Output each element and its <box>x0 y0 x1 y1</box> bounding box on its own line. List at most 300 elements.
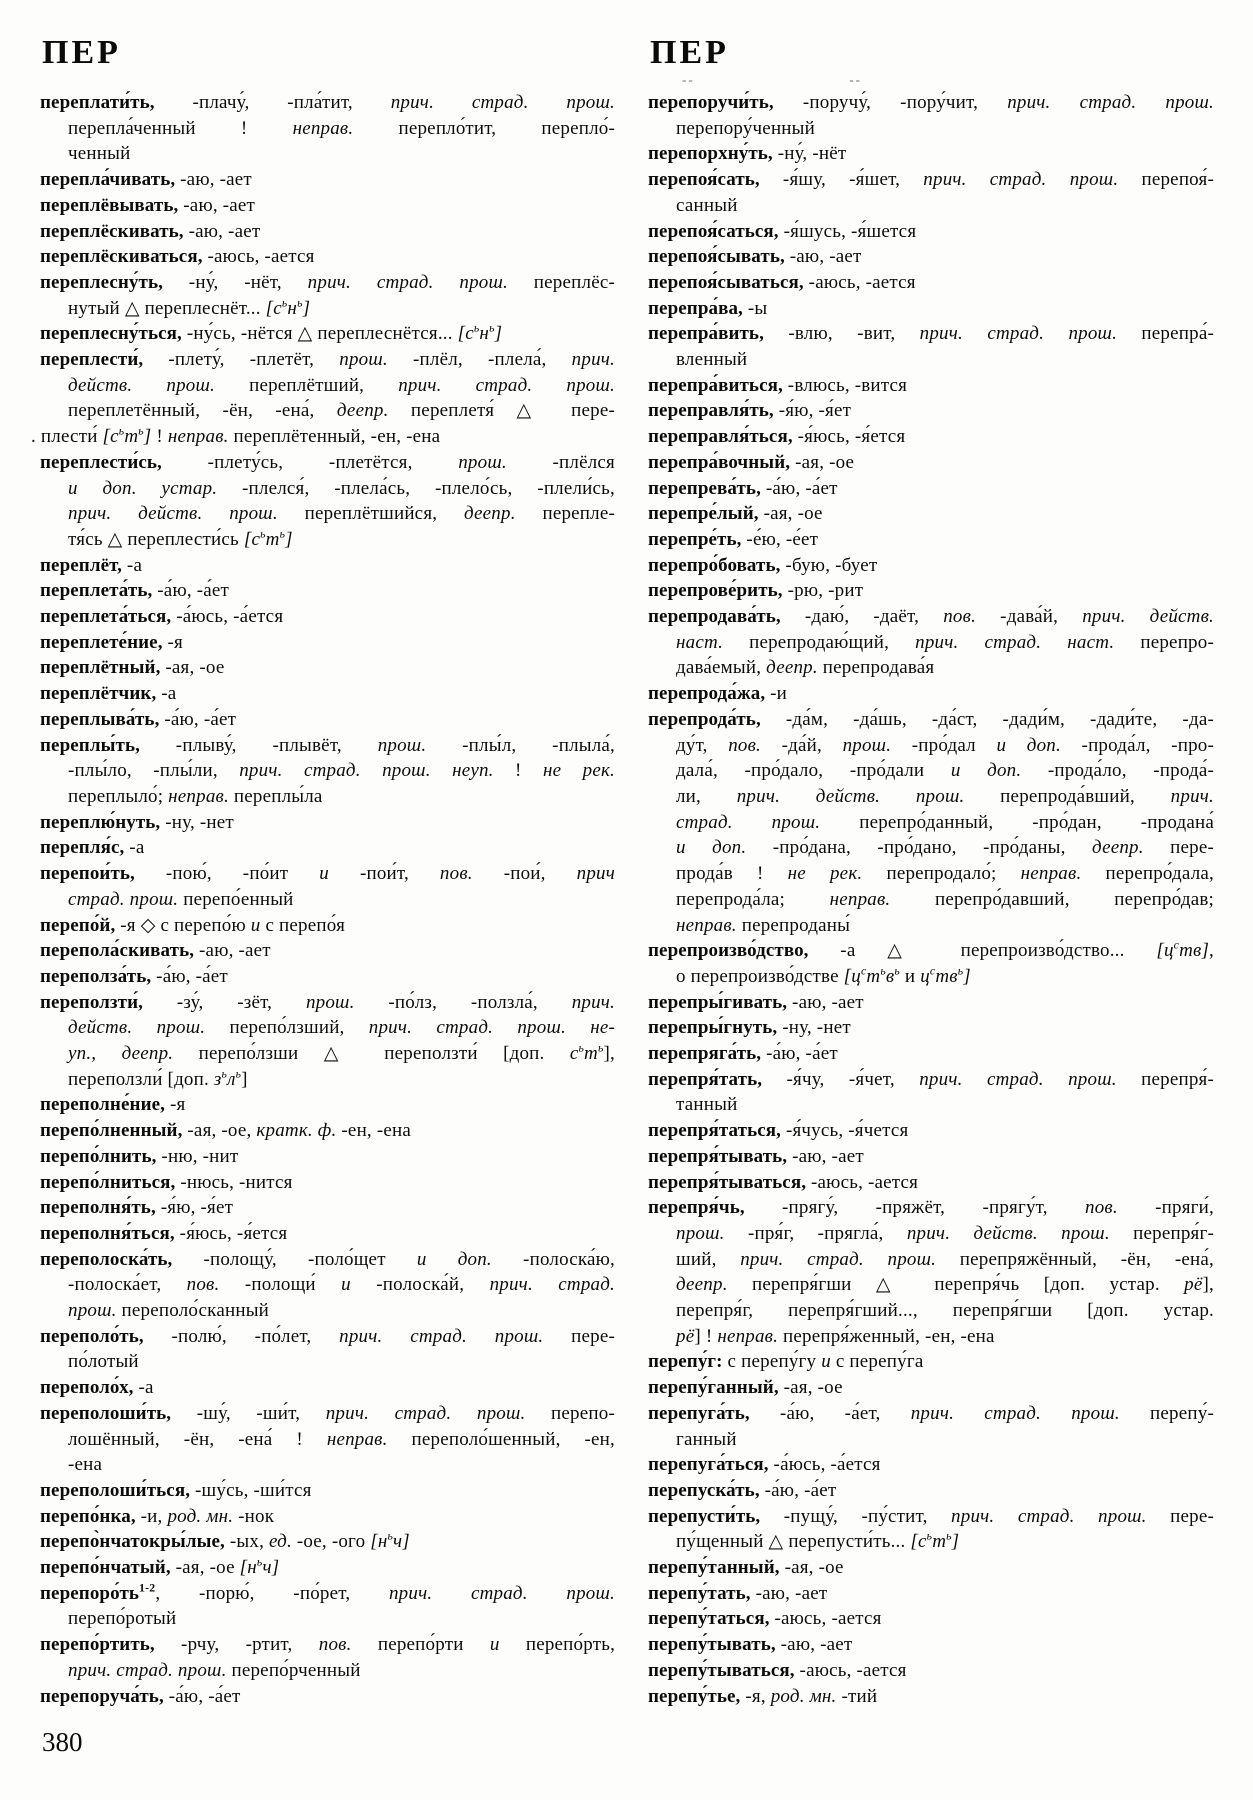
entry-text: перепря́г- <box>1109 1222 1214 1244</box>
entry-text: -прягу́, -пряжёт, -прягу́т, <box>744 1197 1086 1219</box>
headword: перепоручи́ть, <box>648 92 774 113</box>
entry-line <box>648 1015 1214 1041</box>
headword: переплести́, <box>40 349 144 371</box>
entry-line <box>40 450 615 476</box>
grammar-label: неправ. <box>292 117 354 139</box>
entry-continuation-line <box>40 116 615 142</box>
entry-text: перепряжённый, -ён, -ена́, <box>936 1248 1215 1270</box>
entry-continuation-line <box>648 784 1214 810</box>
entry-text: -полоска́й, <box>350 1274 490 1296</box>
grammar-label: и доп. устар. <box>68 477 218 499</box>
entry-line <box>648 1170 1214 1196</box>
grammar-label: прич. <box>571 991 616 1013</box>
grammar-label: не рек. <box>787 863 863 885</box>
entry-continuation-line <box>648 758 1214 784</box>
entry-text: -а △ перепроизво́дство... <box>808 940 1157 962</box>
grammar-label: прош. <box>377 734 427 756</box>
entry-text: перепрода́вший, <box>964 785 1171 807</box>
grammar-label: ед. <box>268 1531 292 1553</box>
entry-line <box>40 913 615 939</box>
entry-text: -ая, -ое <box>779 1557 844 1579</box>
grammar-label: прич. страд. прош. <box>307 271 508 293</box>
entry-line <box>648 398 1214 424</box>
entry-text: -ое, -ого <box>291 1531 371 1553</box>
entry-line <box>648 553 1214 579</box>
headword: переполо́ть, <box>40 1325 144 1347</box>
entry-text: -плёл, -плела́, <box>387 349 572 371</box>
grammar-label: прош. <box>842 734 892 756</box>
phonetic-notation: $[с^ьн^ь]$ <box>457 322 503 345</box>
entry-text: -а <box>156 683 177 705</box>
grammar-label: кратк. ф. <box>256 1120 337 1142</box>
entry-text: -рю, -рит <box>782 580 864 602</box>
phonetic-notation: $ц^ств^ь$] <box>920 964 971 987</box>
entry-text: -шу́, -ши́т, <box>171 1402 326 1424</box>
entry-text: перепо́рти <box>351 1634 490 1656</box>
headword: перепрове́рить, <box>648 580 783 602</box>
entry-line <box>40 681 615 707</box>
entry-text: -а́ю, -а́ет <box>761 1043 838 1065</box>
headword: переполня́ть, <box>40 1197 156 1219</box>
entry-text: -влю, -вит, <box>763 323 920 345</box>
grammar-label: прош. <box>305 991 355 1013</box>
entry-continuation-line <box>648 630 1214 656</box>
entry-text: -ых, <box>224 1531 269 1553</box>
entry-line <box>648 1401 1214 1427</box>
entry-line <box>40 1092 615 1118</box>
grammar-label: и доп. <box>950 760 1022 782</box>
entry-line <box>40 990 615 1016</box>
headword: перепля́с, <box>40 837 125 859</box>
headword: переполоши́ть, <box>40 1402 172 1424</box>
headword: переполне́ние, <box>40 1094 165 1116</box>
grammar-label: и доп. <box>996 734 1061 756</box>
entry-line <box>40 1144 615 1170</box>
grammar-label: деепр. <box>766 657 818 679</box>
headword: перепоя́саться, <box>648 220 779 242</box>
entry-text: ду́т, <box>676 734 729 756</box>
entry-text: перепоя́- <box>1118 169 1214 191</box>
grammar-label: не рек. <box>542 760 615 782</box>
entry-continuation-line <box>40 527 615 553</box>
grammar-label: прош. <box>458 451 507 473</box>
entry-text: перепо́лзший, <box>205 1017 369 1039</box>
entry-text: ], <box>603 1043 616 1065</box>
entry-line <box>648 476 1214 502</box>
headword: перепо́лненный, <box>40 1120 183 1142</box>
entry-continuation-line <box>648 964 1214 990</box>
entry-text: пере- <box>1143 837 1214 859</box>
grammar-label: прич. страд. прош. <box>740 1248 937 1270</box>
headword: переплёскивать, <box>40 220 184 242</box>
headword: перепоя́сывать, <box>648 246 785 268</box>
entry-text: -ена <box>68 1454 103 1476</box>
entry-text: перепло́тит, перепло́- <box>353 117 615 139</box>
entry-text: -ен, -ена <box>336 1120 411 1142</box>
entry-text: перепро́данный, -про́дан, -продана́ <box>820 811 1214 833</box>
headword: перепоро́ть <box>40 1582 140 1604</box>
entry-text: -ая, -ое, <box>182 1120 257 1142</box>
entry-line <box>648 270 1214 296</box>
headword: переплесну́ться, <box>40 323 182 345</box>
entry-continuation-line <box>40 373 615 399</box>
entry-line <box>40 733 615 759</box>
headword: перепра́вить, <box>648 323 764 345</box>
headword: перепра́виться, <box>648 374 783 396</box>
grammar-label: прич. страд. прош. <box>388 1582 615 1604</box>
grammar-label: пов. <box>439 863 473 885</box>
entry-line <box>648 1067 1214 1093</box>
headword: перепрода́ть, <box>648 708 761 730</box>
headword: переплесну́ть, <box>40 271 163 293</box>
grammar-label: прош. <box>676 1222 725 1244</box>
entry-line <box>648 1041 1214 1067</box>
entry-text: -дава́й, <box>976 606 1083 628</box>
entry-line <box>648 90 1214 116</box>
headword: перепроизво́дство, <box>648 940 809 962</box>
entry-continuation-line <box>648 1427 1214 1453</box>
entry-text: -я, <box>740 1685 771 1707</box>
grammar-label: неправ. <box>1020 863 1082 885</box>
entry-text: -полоска́ет, <box>68 1274 187 1296</box>
entry-text: танный <box>676 1094 738 1116</box>
entry-text: -а́ю, -а́ет <box>151 965 228 987</box>
entry-line <box>648 604 1214 630</box>
entry-text: ], <box>1202 1274 1214 1296</box>
entry-text: -полощу́, -поло́щет <box>172 1248 417 1270</box>
entry-continuation-line <box>648 810 1214 836</box>
phonetic-notation: $[ц^ств]$ <box>1156 938 1210 962</box>
entry-continuation-line <box>648 861 1214 887</box>
entry-text: -плету́, -плетёт, <box>143 349 340 371</box>
entry-text: переплетя́ △ пере- <box>388 400 615 422</box>
entry-text: переполо́шенный, -ен, <box>387 1428 615 1450</box>
grammar-label: пов. <box>186 1274 220 1296</box>
entry-text: перепродало́; <box>862 863 1021 885</box>
entry-text: -ну́, -нёт <box>772 143 847 165</box>
entry-continuation-line <box>40 1427 615 1453</box>
entry-line <box>648 373 1214 399</box>
entry-text: -а́юсь, -а́ется <box>768 1454 881 1476</box>
entry-line <box>648 1144 1214 1170</box>
headword: переправля́ть, <box>648 400 774 422</box>
headword: перепря́тывать, <box>648 1145 788 1167</box>
entry-line <box>40 321 615 347</box>
entry-line <box>40 167 615 193</box>
phonetic-notation: $[с^ьт^ь]$ <box>910 1530 960 1553</box>
headword: перепу́тать, <box>648 1582 751 1604</box>
entry-text: -влюсь, -вится <box>782 374 908 396</box>
entry-line <box>40 270 615 296</box>
grammar-label: прич. действ. прош. <box>68 503 278 525</box>
headword: перепря́чь, <box>648 1197 745 1219</box>
entry-text: -я́ю, -я́ет <box>773 400 852 422</box>
entry-text: лошённый, -ён, -ена́ ! <box>68 1428 327 1450</box>
entry-line <box>40 219 615 245</box>
entry-text: -полощи́ <box>219 1274 342 1296</box>
grammar-label: действ. прош. <box>68 374 216 396</box>
phonetic-notation: $[н^ьч]$ <box>239 1555 280 1579</box>
headword: переплета́ться, <box>40 606 172 628</box>
entry-text: -поручу́, -пору́чит, <box>773 92 1008 113</box>
headword: перепуга́ть, <box>648 1402 750 1424</box>
entry-text: -аюсь, -ается <box>769 1608 882 1630</box>
entry-text: перепродава́я <box>817 657 935 679</box>
grammar-label: прич. <box>1170 785 1214 807</box>
entry-text: ший, <box>676 1248 741 1270</box>
grammar-label: пов. <box>728 734 762 756</box>
entry-text: -а́ю, -а́ет, <box>749 1402 911 1424</box>
entry-line <box>40 90 615 116</box>
entry-continuation-line <box>40 1067 615 1093</box>
entry-line <box>40 1170 615 1196</box>
headword: перепу́ганный, <box>648 1377 779 1399</box>
entry-text: перепору́ченный <box>676 117 816 139</box>
grammar-label: прич. страд. <box>489 1274 615 1296</box>
entry-line <box>648 1375 1214 1401</box>
entry-text: переплы́ла <box>228 785 323 807</box>
headword: переплы́ть, <box>40 734 140 756</box>
grammar-label: прич. действ. <box>1082 606 1214 628</box>
entry-continuation-line <box>31 424 615 450</box>
headword: переплёт, <box>40 554 122 576</box>
entry-continuation-line <box>40 1606 615 1632</box>
grammar-label: прич. страд. прош. <box>339 1325 544 1347</box>
entry-text: перепо- <box>525 1402 615 1424</box>
headword: перепорхну́ть, <box>648 143 773 165</box>
entry-text: нутый △ переплеснёт... <box>68 297 266 319</box>
entry-continuation-line <box>648 1247 1214 1273</box>
headword: переполоши́ться, <box>40 1479 191 1501</box>
entry-text: -ая, -ое <box>758 503 823 525</box>
entry-text: перепо́енный <box>178 888 294 910</box>
headword: перепо́лнить, <box>40 1145 157 1167</box>
headword: перепря́тать, <box>648 1068 763 1090</box>
grammar-label: деепр. <box>676 1274 728 1296</box>
phonetic-notation: $з^ьл^ь$ <box>213 1067 242 1090</box>
grammar-label: прич <box>576 863 615 885</box>
entry-line <box>648 296 1214 322</box>
running-head-left: ПЕР <box>42 34 121 71</box>
headword: перепуга́ться, <box>648 1454 769 1476</box>
entry-text: -ая, -ое <box>160 657 225 679</box>
headword: перепра́ва, <box>648 297 743 319</box>
entry-text: перепро- <box>1114 631 1214 653</box>
grammar-label: страд. прош. <box>68 888 179 910</box>
headword: перепла́чивать, <box>40 169 176 191</box>
entry-line <box>40 1401 615 1427</box>
entry-text: -ну́сь, -нётся △ переплеснётся... <box>181 323 458 345</box>
entry-text: -ну, -нет <box>777 1017 851 1039</box>
entry-text: -я́чу, -я́чет, <box>762 1068 920 1090</box>
headword: перепу́г: <box>648 1351 723 1373</box>
entry-text: -полоска́ю, <box>491 1248 616 1270</box>
grammar-label: и <box>821 1351 831 1373</box>
entry-text: перепо́рть, <box>499 1634 616 1656</box>
entry-text: -да́й, <box>761 734 843 756</box>
entry-text: по́лотый <box>68 1351 139 1373</box>
entry-text: перепря́гши △ перепря́чь [доп. устар. <box>727 1274 1185 1296</box>
entry-text: -пущу́, -пу́стит, <box>760 1505 952 1527</box>
grammar-label: прич. страд. прош. <box>910 1402 1120 1424</box>
headword: переполня́ться, <box>40 1222 175 1244</box>
entry-continuation-line <box>40 887 615 913</box>
entry-text: -аю, -ает <box>775 1634 853 1656</box>
entry-line <box>648 1632 1214 1658</box>
running-head-right: ПЕР <box>650 34 729 71</box>
entry-text: перепроданы́ <box>736 914 851 936</box>
grammar-label: пов. <box>943 606 977 628</box>
grammar-label: неправ. <box>829 888 891 910</box>
entry-text: , -порю́, -по́рет, <box>155 1582 389 1604</box>
entry-text: -а́ю, -а́ет <box>163 1685 241 1707</box>
entry-line <box>40 1632 615 1658</box>
entry-line <box>648 681 1214 707</box>
entry-text: переплыло́; <box>68 785 169 807</box>
entry-text: перепле- <box>515 503 616 525</box>
grammar-label: прич. страд. прош. <box>923 169 1119 191</box>
entry-line <box>40 604 615 630</box>
grammar-label: деепр. <box>464 503 516 525</box>
entry-text: дава́емый, <box>676 657 767 679</box>
grammar-label: неправ. <box>676 914 737 936</box>
print-artifact-dashes <box>682 72 862 88</box>
entry-text: -даю́, -даёт, <box>780 606 944 628</box>
entry-text: -плёлся <box>506 451 615 473</box>
headword: перепра́вочный, <box>648 451 791 473</box>
page-number: 380 <box>42 1727 83 1757</box>
entry-line <box>40 1529 615 1555</box>
grammar-label: действ. прош. <box>68 1017 206 1039</box>
entry-text: -ая, -ое <box>170 1557 240 1579</box>
entry-text: -нюсь, -нится <box>175 1171 293 1193</box>
entry-text: переплетённый, -ён, -ена́, <box>68 400 337 422</box>
headword: перепу́тье, <box>648 1685 741 1707</box>
entry-continuation-line <box>40 296 615 322</box>
entry-text: -а́ю, -а́ет <box>759 1479 837 1501</box>
entry-line <box>40 193 615 219</box>
grammar-label: прош. <box>339 349 388 371</box>
headword: переплю́нуть, <box>40 811 161 833</box>
entry-text: -тий <box>836 1685 878 1707</box>
entry-text: и <box>899 965 921 987</box>
grammar-label: неправ. <box>168 785 229 807</box>
phonetic-notation: $с^ьт^ь$ <box>569 1041 604 1065</box>
entry-continuation-line <box>40 784 615 810</box>
right-column <box>648 90 1214 1709</box>
grammar-label: прич. страд. наст. <box>915 631 1115 653</box>
entry-text: -а́ю, -а́ет <box>152 580 230 602</box>
headword: переползти́, <box>40 991 144 1013</box>
grammar-label: род. мн. <box>167 1505 234 1527</box>
entry-continuation-line <box>648 347 1214 373</box>
entry-text: -аю, -ает <box>194 940 271 962</box>
entry-continuation-line <box>40 1298 615 1324</box>
headword: перепу́тывать, <box>648 1634 776 1656</box>
headword: перепре́лый, <box>648 503 759 525</box>
entry-line <box>648 1118 1214 1144</box>
entry-continuation-line <box>40 141 615 167</box>
headword: переплёвывать, <box>40 194 179 216</box>
entry-text: -плы́л, -плыла́, <box>426 734 615 756</box>
entry-text: -ая, -ое <box>790 451 855 473</box>
headword: перепуска́ть, <box>648 1479 760 1501</box>
entry-text: пере- <box>543 1325 615 1347</box>
entry-text: с перепу́гу <box>722 1351 822 1373</box>
entry-text: -зу́, -зёт, <box>143 991 306 1013</box>
entry-text: переплётшийся, <box>277 503 464 525</box>
entry-line <box>648 527 1214 553</box>
grammar-label: неправ. <box>167 426 229 448</box>
entry-line <box>648 990 1214 1016</box>
entry-line <box>40 553 615 579</box>
grammar-label: наст. <box>676 631 724 653</box>
entry-line <box>40 1581 615 1607</box>
entry-text: переползли́ [доп. <box>68 1068 214 1090</box>
entry-line <box>40 835 615 861</box>
entry-continuation-line <box>648 887 1214 913</box>
headword: перепо́нчатый, <box>40 1557 171 1579</box>
entry-text: -а <box>133 1377 154 1399</box>
entry-continuation-line <box>40 758 615 784</box>
entry-text: -бую, -бует <box>780 554 878 576</box>
entry-line <box>648 707 1214 733</box>
entry-text: -по́лз, -ползла́, <box>354 991 572 1013</box>
grammar-label: прош. <box>68 1300 117 1322</box>
grammar-label: прич. страд. прош. <box>390 92 616 113</box>
headword: переполо́х, <box>40 1377 134 1399</box>
print-artifact-dash: -- <box>849 72 862 87</box>
entry-line <box>40 964 615 990</box>
entry-text: -я́шусь, -я́шется <box>778 220 917 242</box>
phonetic-notation: [$ц^ст^ьв^ь$ <box>843 964 900 987</box>
grammar-label: уп., деепр. <box>68 1043 174 1065</box>
grammar-label: род. мн. <box>770 1685 837 1707</box>
entry-line <box>648 1478 1214 1504</box>
headword: перепрева́ть, <box>648 477 761 499</box>
entry-text: переплёс- <box>507 271 615 293</box>
entry-continuation-line <box>648 655 1214 681</box>
entry-text: -я <box>165 1094 186 1116</box>
entry-text: прода́в ! <box>676 863 788 885</box>
entry-continuation-line <box>40 1041 615 1067</box>
left-column <box>31 90 616 1709</box>
grammar-label: прич. страд. прош. неуп. <box>239 760 494 782</box>
entry-continuation-line <box>648 116 1214 142</box>
grammar-label: прич. страд. прош. <box>951 1505 1147 1527</box>
headword: перепо́лниться, <box>40 1171 176 1193</box>
entry-text: -аю, -ает <box>175 169 252 191</box>
headword: перепу́танный, <box>648 1557 780 1579</box>
headword: перепола́скивать, <box>40 940 195 962</box>
entry-text: -аю, -ает <box>178 194 256 216</box>
entry-text: санный <box>676 194 738 216</box>
entry-line <box>40 1247 615 1273</box>
entry-text: -пои́, <box>472 863 577 885</box>
entry-line <box>40 244 615 270</box>
headword: переплёскиваться, <box>40 246 203 268</box>
entry-text: -я́чусь, -я́чется <box>781 1120 909 1142</box>
entry-line <box>648 424 1214 450</box>
headword: переплете́ние, <box>40 631 163 653</box>
entry-continuation-line <box>40 1015 615 1041</box>
grammar-label: пов. <box>1085 1197 1118 1219</box>
headword: переплати́ть, <box>40 92 155 113</box>
entry-text: дала́, -про́дало, -про́дали <box>676 760 951 782</box>
entry-text: -аю, -ает <box>787 1145 864 1167</box>
entry-text: -и, <box>135 1505 168 1527</box>
entry-continuation-line <box>40 476 615 502</box>
